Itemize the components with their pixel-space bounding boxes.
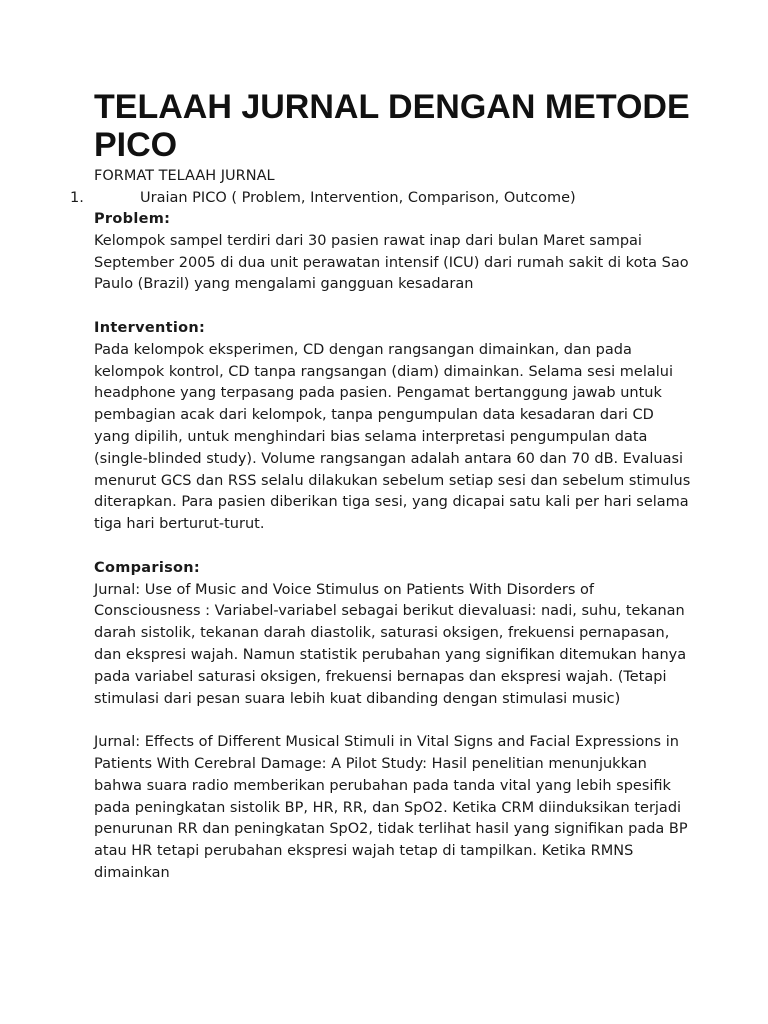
problem-heading: Problem: — [94, 211, 171, 227]
comparison-heading: Comparison: — [94, 559, 201, 576]
paragraph-spacer — [94, 296, 694, 318]
comparison-paragraph-2: Jurnal: Effects of Different Musical Stimuli in Vital Signs and Facial Expressions in Patients With Cerebral Damage: A Pilot Study: Hasil penelitian menunjukkan bahwa suara radio memberikan perubahan pada tanda vital yang lebih spesifik pada peningkatan sistolik BP, HR, RR, dan SpO2. Ketika CRM diinduksikan terjadi penurunan RR dan peningkatan SpO2, tidak terlihat hasil yang signifikan pada BP atau HR tetapi perubahan ekspresi wajah tetap di tampilkan. Ketika RMNS dimainkan — [94, 734, 688, 881]
intervention-text: Pada kelompok eksperimen, CD dengan rangsangan dimainkan, dan pada kelompok kontrol, CD tanpa rangsangan (diam) dimainkan. Selama sesi melalui headphone yang terpasang pada pasien. Pengamat bertanggung jawab untuk pembagian acak dari kelompok, tanpa pengumpulan data kesadaran dari CD yang dipilih, untuk menghindari bias selama interpretasi pengumpulan data (single-blinded study). Volume rangsangan adalah antara 60 dan 70 dB. Evaluasi menurut GCS dan RSS selalu dilakukan sebelum setiap sesi dan sebelum stimulus diterapkan. Para pasien diberikan tiga sesi, yang dicapai satu kali per hari selama tiga hari berturut-turut. — [94, 341, 691, 533]
paragraph-spacer — [94, 536, 694, 558]
paragraph-spacer — [94, 710, 694, 732]
document-body — [94, 209, 694, 885]
list-item-text: Uraian PICO ( Problem, Intervention, Comparison, Outcome) — [140, 190, 576, 206]
list-item-number: 1. — [70, 190, 84, 206]
document-subtitle: FORMAT TELAAH JURNAL — [94, 168, 275, 184]
comparison-paragraph-1: Jurnal: Use of Music and Voice Stimulus on Patients With Disorders of Consciousness : Variabel-variabel sebagai berikut dievaluasi: nadi, suhu, tekanan darah sistolik, tekanan darah diastolik, saturasi oksigen, frekuensi pernapasan, dan ekspresi wajah. Namun statistik perubahan yang signifikan ditemukan hanya pada variabel saturasi oksigen, frekuensi bernapas dan ekspresi wajah. (Tetapi stimulasi dari pesan suara lebih kuat dibanding dengan stimulasi music) — [94, 581, 687, 707]
problem-text: Kelompok sampel terdiri dari 30 pasien rawat inap dari bulan Maret sampai September 2005 di dua unit perawatan intensif (ICU) dari rumah sakit di kota Sao Paulo (Brazil) yang mengalami gangguan kesadaran — [94, 232, 689, 293]
intervention-heading: Intervention: — [94, 319, 206, 336]
document-title: TELAAH JURNAL DENGAN METODE PICO — [94, 88, 690, 164]
